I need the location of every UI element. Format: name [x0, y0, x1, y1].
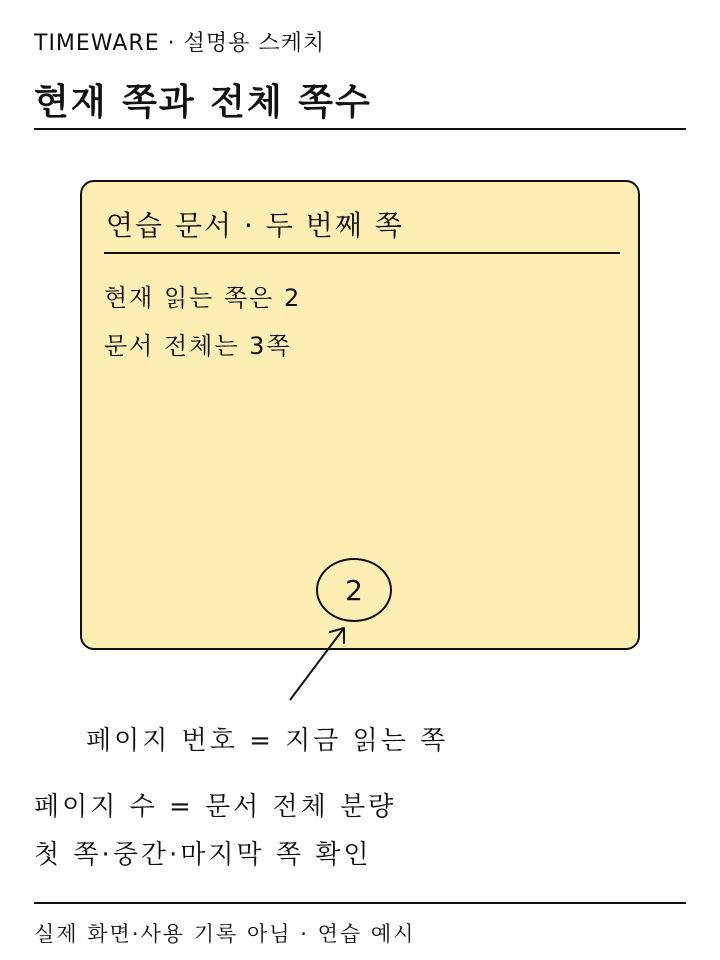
footer-divider: [34, 902, 686, 904]
card-divider: [104, 252, 620, 254]
page-number-value: 2: [345, 573, 363, 607]
page-check-note: 첫 쪽·중간·마지막 쪽 확인: [34, 840, 372, 870]
total-pages-text: 문서 전체는 3쪽: [104, 332, 292, 360]
page-number-badge: [316, 558, 392, 622]
header-divider: [34, 128, 686, 130]
page-title: 현재 쪽과 전체 쪽수: [34, 82, 372, 123]
page-number-annotation: 페이지 번호 = 지금 읽는 쪽: [86, 726, 449, 756]
card-title: 연습 문서 · 두 번째 쪽: [106, 209, 404, 242]
eyebrow-label: TIMEWARE · 설명용 스케치: [34, 31, 326, 56]
page-count-note: 페이지 수 = 문서 전체 분량: [34, 792, 397, 822]
current-page-text: 현재 읽는 쪽은 2: [104, 284, 302, 312]
footer-disclaimer: 실제 화면·사용 기록 아님 · 연습 예시: [34, 922, 416, 946]
document-page-card: [80, 180, 640, 650]
